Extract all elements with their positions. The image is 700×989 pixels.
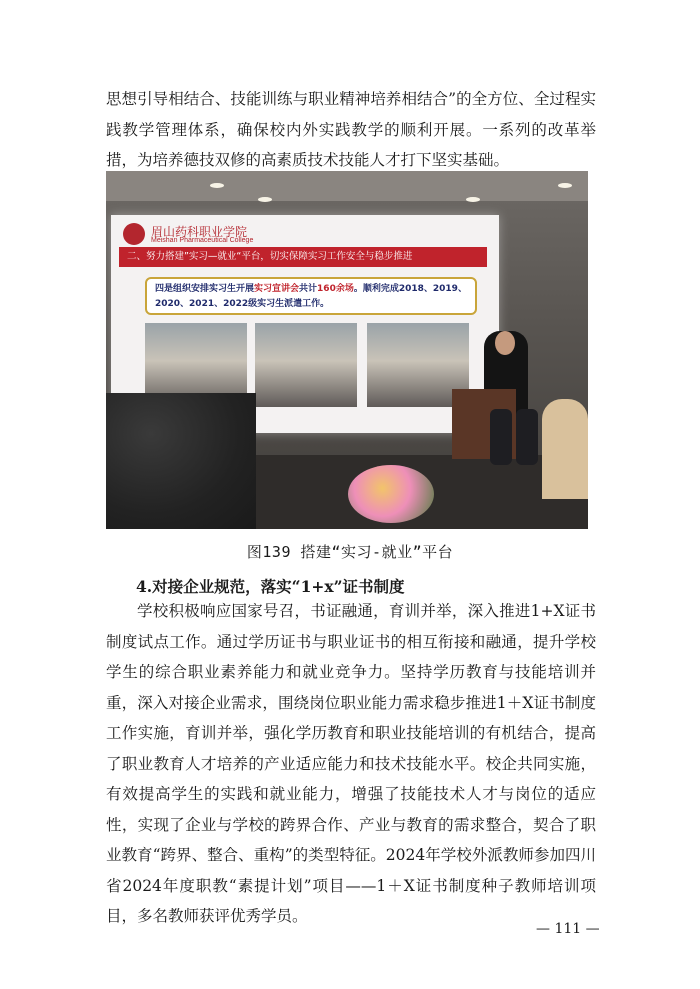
ceiling bbox=[106, 171, 588, 201]
ceiling-light bbox=[258, 197, 272, 202]
flower-arrangement bbox=[348, 465, 434, 523]
chair bbox=[490, 409, 512, 465]
section-heading: 4.对接企业规范，落实“1+x”证书制度 bbox=[136, 577, 405, 596]
page-number: — 111 — bbox=[536, 921, 600, 937]
slide-banner: 二、努力搭建”实习—就业“平台，切实保障实习工作安全与稳步推进 bbox=[119, 247, 487, 267]
slide-text-part: 。顺利完成2018、2019、2020、2021、2022级实习生派遣工作。 bbox=[155, 284, 467, 309]
slide-text-part: 四是组织安排实习生开展 bbox=[155, 284, 255, 294]
audience bbox=[106, 393, 256, 529]
speaker-head bbox=[495, 331, 515, 355]
college-name-en: Meishan Pharmaceutical College bbox=[151, 237, 254, 244]
ceiling-light bbox=[558, 183, 572, 188]
college-logo-icon bbox=[123, 223, 145, 245]
slide-highlight: 160余场 bbox=[317, 284, 354, 294]
slide-text-box bbox=[145, 277, 477, 315]
slide-text-part: 共计 bbox=[299, 284, 318, 294]
chair bbox=[516, 409, 538, 465]
ceiling-light bbox=[210, 183, 224, 188]
attendee bbox=[542, 399, 588, 499]
section-body: 学校积极响应国家号召，书证融通，育训并举，深入推进1+X证书制度试点工作。通过学历证书与职业证书的相互衔接和融通，提升学校学生的综合职业素养能力和就业竞争力。坚持学历教育与技能培训并重，深入对接企业需求，围绕岗位职业能力需求稳步推进1＋X证书制度工作实施，育训并举，强化学历教育和职业技能培训的有机结合，提高了职业教育人才培养的产业适应能力和技术技能水平。校企共同实施，有效提高学生的实践和就业能力，增强了技能技术人才与岗位的适应性，实现了企业与学校的跨界合作、产业与教育的需求整合，契合了职业教育“跨界、整合、重构”的类型特征。2024年学校外派教师参加四川省2024年度职教“素提计划”项目——1＋X证书制度种子教师培训项目，多名教师获评优秀学员。 bbox=[106, 602, 596, 925]
figure-caption: 图139 搭建“实习-就业”平台 bbox=[246, 543, 454, 561]
college-name: 眉山药科职业学院 bbox=[151, 225, 248, 239]
conference-photo bbox=[106, 171, 588, 529]
slide-photo bbox=[255, 323, 357, 407]
slide-highlight: 实习宣讲会 bbox=[254, 284, 300, 294]
intro-paragraph: 思想引导相结合、技能训练与职业精神培养相结合”的全方位、全过程实践教学管理体系，确保校内外实践教学的顺利开展。一系列的改革举措，为培养德技双修的高素质技术技能人才打下坚实基础。 bbox=[106, 90, 596, 169]
ceiling-light bbox=[466, 197, 480, 202]
